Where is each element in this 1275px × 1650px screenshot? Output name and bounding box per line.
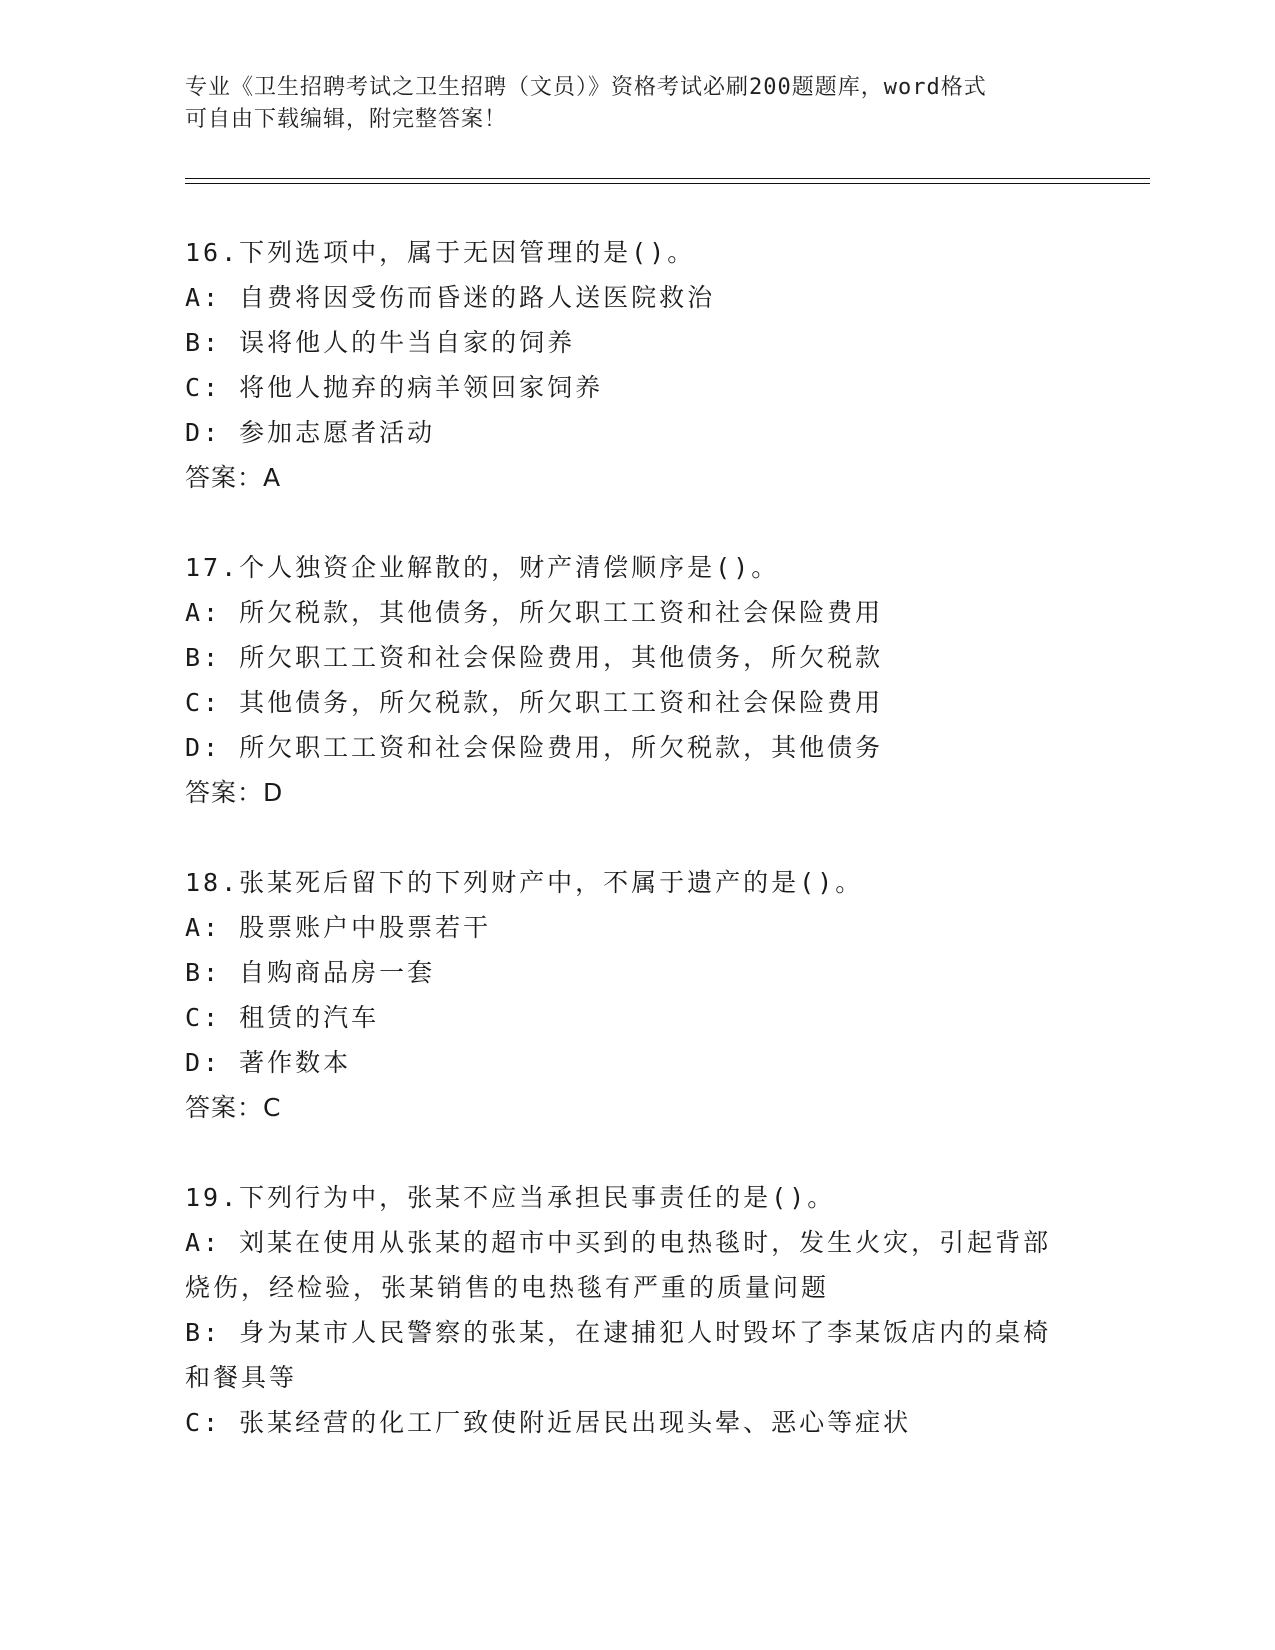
question-16: [185, 230, 1075, 500]
option-a: A: 股票账户中股票若干: [185, 913, 492, 942]
option-c: C: 张某经营的化工厂致使附近居民出现头晕、恶心等症状: [185, 1408, 912, 1437]
document-header: [185, 72, 1065, 136]
header-title-line-2: 可自由下载编辑，附完整答案！: [185, 107, 508, 132]
option-c: C: 租赁的汽车: [185, 1003, 380, 1032]
question-stem: 19.下列行为中，张某不应当承担民事责任的是()。: [185, 1183, 836, 1212]
option-a: A: 所欠税款，其他债务，所欠职工工资和社会保险费用: [185, 598, 884, 627]
option-d: D: 参加志愿者活动: [185, 418, 436, 447]
header-divider-top: [185, 178, 1150, 179]
option-d: D: 著作数本: [185, 1048, 352, 1077]
question-stem: 17.个人独资企业解散的，财产清偿顺序是()。: [185, 553, 780, 582]
header-title-line-1: 专业《卫生招聘考试之卫生招聘（文员）》资格考试必刷200题题库，word格式: [185, 75, 987, 100]
option-b: B: 身为某市人民警察的张某，在逮捕犯人时毁坏了李某饭店内的桌椅和餐具等: [185, 1318, 1052, 1392]
question-list: [185, 230, 1075, 1490]
option-b: B: 自购商品房一套: [185, 958, 436, 987]
option-c: C: 将他人抛弃的病羊领回家饲养: [185, 373, 604, 402]
question-18: [185, 860, 1075, 1130]
header-divider-bottom: [185, 183, 1150, 184]
question-stem: 16.下列选项中，属于无因管理的是()。: [185, 238, 696, 267]
answer-label: 答案：D: [185, 778, 284, 807]
option-b: B: 所欠职工工资和社会保险费用，其他债务，所欠税款: [185, 643, 884, 672]
answer-label: 答案：A: [185, 463, 282, 492]
answer-label: 答案：C: [185, 1093, 282, 1122]
question-17: [185, 545, 1075, 815]
option-a: A: 自费将因受伤而昏迷的路人送医院救治: [185, 283, 716, 312]
option-d: D: 所欠职工工资和社会保险费用，所欠税款，其他债务: [185, 733, 884, 762]
option-c: C: 其他债务，所欠税款，所欠职工工资和社会保险费用: [185, 688, 884, 717]
option-a: A: 刘某在使用从张某的超市中买到的电热毯时，发生火灾，引起背部烧伤，经检验，张某销售的电热毯有严重的质量问题: [185, 1228, 1052, 1302]
option-b: B: 误将他人的牛当自家的饲养: [185, 328, 576, 357]
question-stem: 18.张某死后留下的下列财产中，不属于遗产的是()。: [185, 868, 864, 897]
question-19: [185, 1175, 1075, 1445]
